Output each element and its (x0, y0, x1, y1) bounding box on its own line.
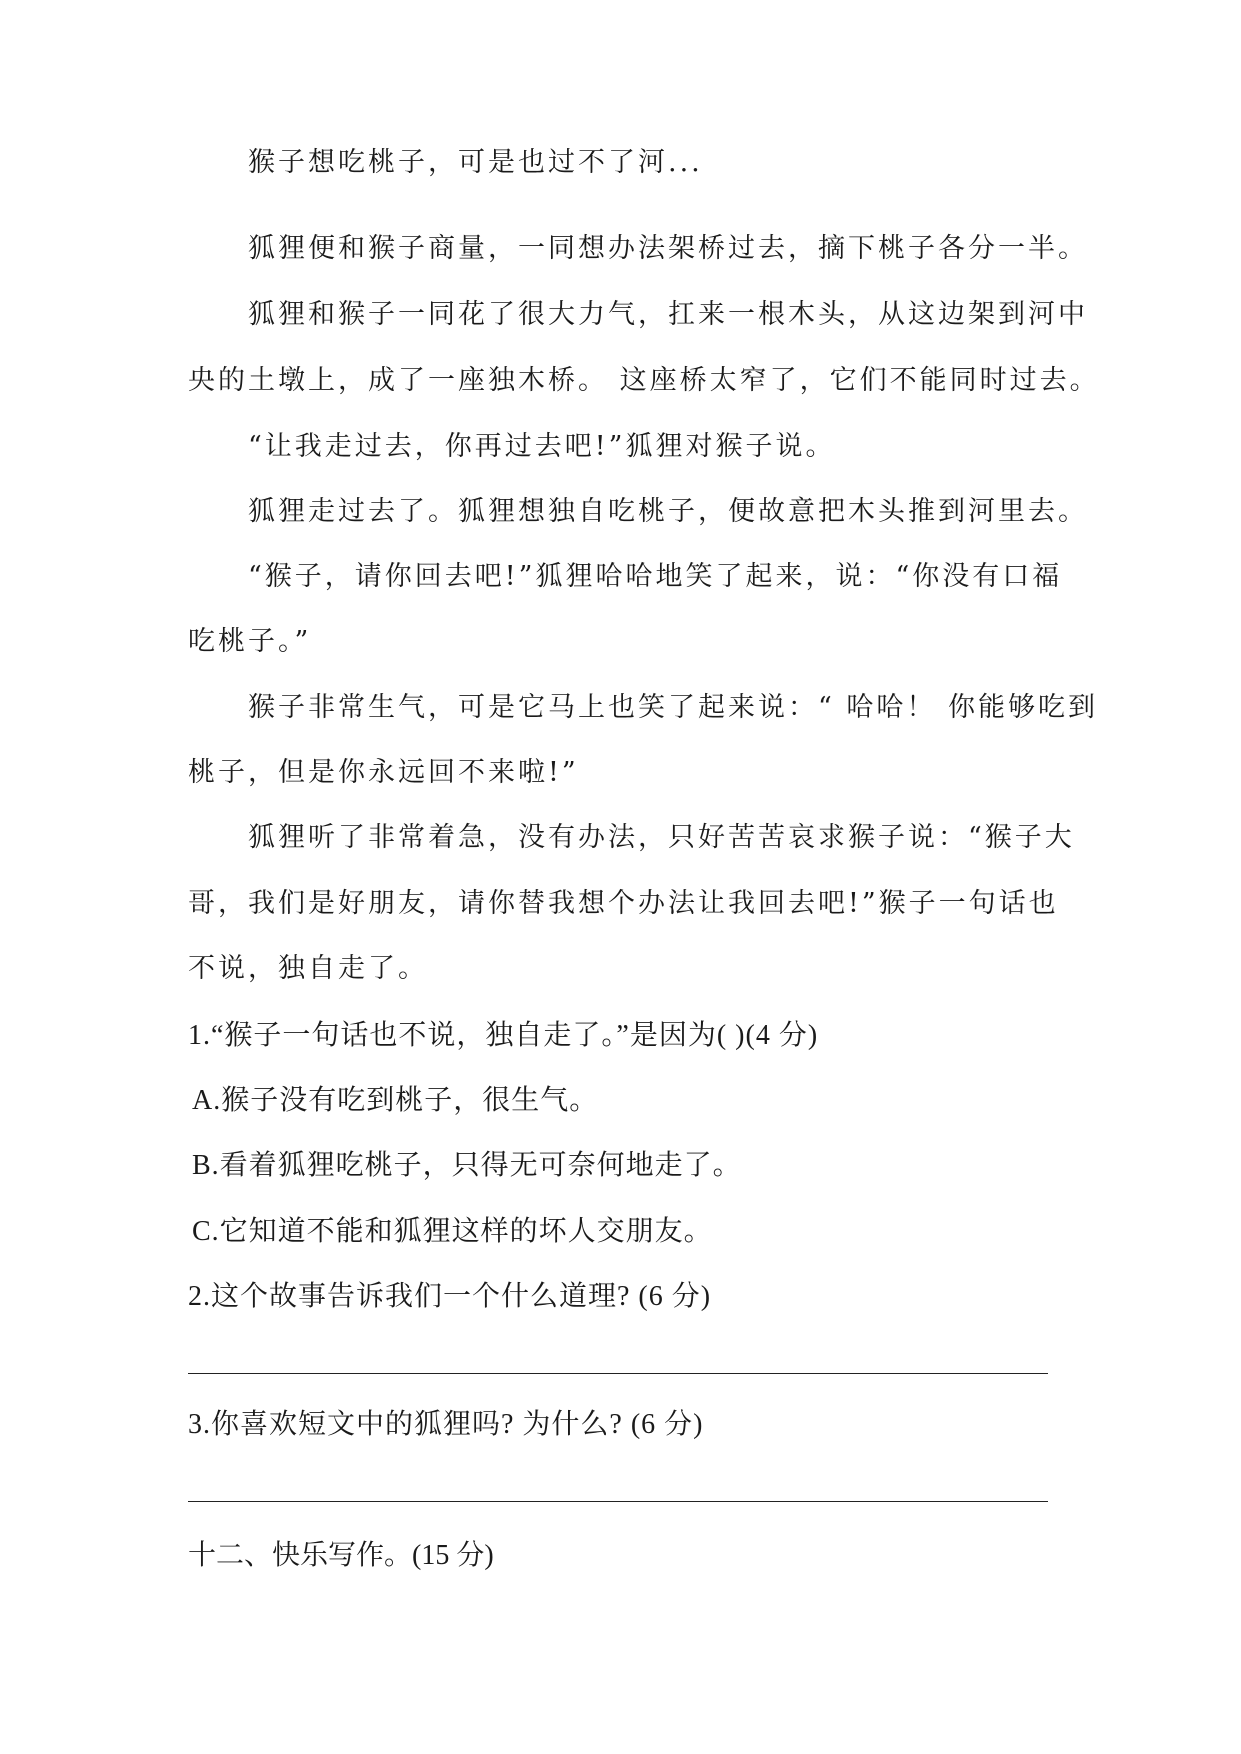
passage-line-5: “让我走过去，你再过去吧!”狐狸对猴子说。 (248, 431, 836, 462)
section-12-score: (15 分) (412, 1540, 494, 1571)
passage-line-8: 吃桃子。” (188, 626, 312, 657)
passage-line-7: “猴子，请你回去吧!”狐狸哈哈地笑了起来，说：“你没有口福 (248, 561, 1063, 592)
passage-line-12: 哥，我们是好朋友，请你替我想个办法让我回去吧!”猴子一句话也 (188, 888, 1059, 919)
passage-line-13: 不说，独自走了。 (188, 953, 428, 984)
question-3-stem: 3.你喜欢短文中的狐狸吗? 为什么? (6 分) (188, 1409, 704, 1440)
passage-line-2: 狐狸便和猴子商量，一同想办法架桥过去，摘下桃子各分一半。 (248, 233, 1088, 264)
question-1-option-c: C.它知道不能和狐狸这样的坏人交朋友。 (192, 1216, 713, 1247)
passage-line-10: 桃子，但是你永远回不来啦!” (188, 757, 579, 788)
section-12-heading (188, 1535, 494, 1576)
question-3-answer-line[interactable] (188, 1501, 1048, 1502)
section-12-title: 十二、快乐写作。 (188, 1538, 413, 1571)
question-1-option-a: A.猴子没有吃到桃子，很生气。 (192, 1085, 599, 1116)
passage-line-3: 狐狸和猴子一同花了很大力气，扛来一根木头，从这边架到河中 (248, 299, 1088, 330)
passage-line-4: 央的土墩上，成了一座独木桥。 这座桥太窄了，它们不能同时过去。 (188, 365, 1100, 396)
passage-line-11: 狐狸听了非常着急，没有办法，只好苦苦哀求猴子说：“猴子大 (248, 822, 1075, 853)
passage-line-1: 猴子想吃桃子，可是也过不了河... (248, 147, 703, 178)
passage-line-6: 狐狸走过去了。狐狸想独自吃桃子，便故意把木头推到河里去。 (248, 496, 1088, 527)
question-1-stem: 1.“猴子一句话也不说，独自走了。”是因为( )(4 分) (188, 1020, 819, 1051)
question-2-answer-line[interactable] (188, 1373, 1048, 1374)
passage-line-9: 猴子非常生气，可是它马上也笑了起来说：“ 哈哈！ 你能够吃到 (248, 692, 1098, 723)
question-1-option-b: B.看着狐狸吃桃子，只得无可奈何地走了。 (192, 1150, 742, 1181)
question-2-stem: 2.这个故事告诉我们一个什么道理? (6 分) (188, 1281, 712, 1312)
